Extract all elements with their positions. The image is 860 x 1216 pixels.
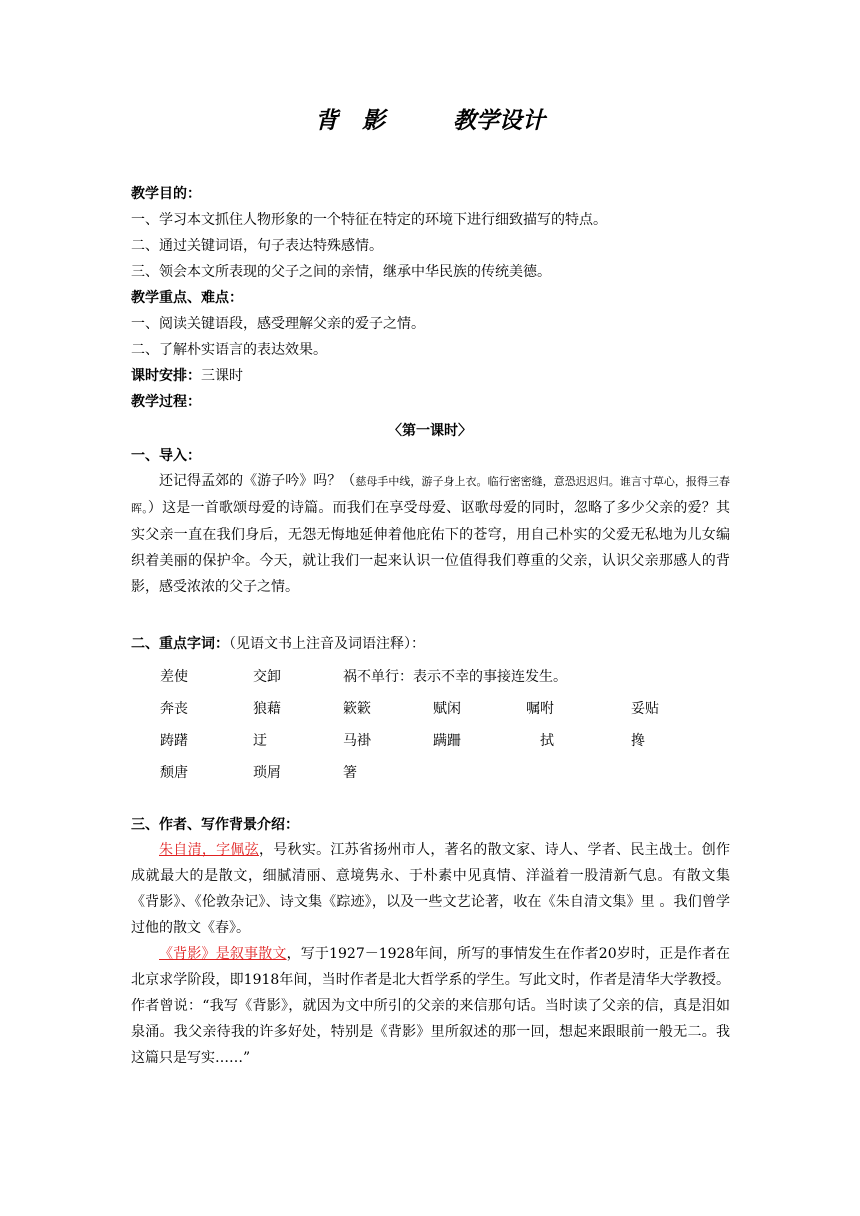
title-char-1: 背 <box>315 107 338 134</box>
intro-text-end: ）这是一首歌颂母爱的诗篇。而我们在享受母爱、讴歌母爱的同时，忽略了多少父亲的爱？其实父亲一直在我们身后，无怨无悔地延伸着他庇佑下的苍穹，用自己朴实的父爱无私地为儿女编织着美丽的保护伞。今天，就让我们一起来认识一位值得我们尊重的父亲，认识父亲那感人的背影，感受浓浓的父子之情。 <box>131 500 730 595</box>
vocab-word: 箸 <box>343 765 357 781</box>
document-title <box>0 102 860 135</box>
vocab-word: 迂 <box>253 733 267 749</box>
vocab-note: （见语文书上注音及词语注释）： <box>229 636 425 652</box>
vocab-word: 赋闲 <box>433 701 461 717</box>
vocab-word: 奔丧 <box>160 701 188 717</box>
author-name-highlight: 朱自清，字佩弦 <box>159 842 259 858</box>
schedule-line <box>131 366 243 386</box>
goal-item: 三、领会本文所表现的父子之间的亲情，继承中华民族的传统美德。 <box>131 264 551 280</box>
vocab-word: 踌躇 <box>160 733 188 749</box>
author-paragraph-2 <box>131 941 730 1071</box>
vocab-word: 狼藉 <box>253 701 281 717</box>
vocab-word: 差使 <box>160 669 188 685</box>
lesson-heading: 〈第一课时〉 <box>388 423 472 439</box>
vocab-word: 搀 <box>631 733 645 749</box>
intro-heading: 一、导入： <box>131 448 201 464</box>
author-paragraph-1 <box>131 837 730 941</box>
vocab-word: 妥贴 <box>631 701 659 717</box>
vocab-word: 颓唐 <box>160 765 188 781</box>
genre-highlight: 《背影》是叙事散文 <box>159 946 287 962</box>
intro-text-start: 还记得孟郊的《游子吟》吗？（ <box>159 473 356 489</box>
key-points-heading: 教学重点、难点： <box>131 290 243 306</box>
author-text: ，号秋实。江苏省扬州市人，著名的散文家、诗人、学者、民主战士。创作成就最大的是散文，细腻清丽、意境隽永、于朴素中见真情、洋溢着一股清新气息。有散文集《背影》、《伦敦杂记》、诗文集《踪迹》，以及一些文艺论著，收在《朱自清文集》里 。我们曾学过他的散文《春》。 <box>131 842 731 936</box>
process-heading: 教学过程： <box>131 394 201 410</box>
vocab-word: 祸不单行：表示不幸的事接连发生。 <box>343 669 567 685</box>
key-point-item: 一、阅读关键语段，感受理解父亲的爱子之情。 <box>131 316 425 332</box>
vocab-word: 琐屑 <box>253 765 281 781</box>
vocab-word: 簌簌 <box>343 701 371 717</box>
author-heading: 三、作者、写作背景介绍： <box>131 817 299 833</box>
vocab-word: 交卸 <box>253 669 281 685</box>
intro-poem: 慈母手中线，游子身上衣。临行密密缝，意恐迟迟归。谁言寸草心，报得三春晖。 <box>131 475 731 515</box>
title-char-2: 影 <box>362 107 385 134</box>
vocab-word: 拭 <box>540 733 554 749</box>
schedule-label: 课时安排： <box>131 368 201 384</box>
goals-heading: 教学目的： <box>131 186 201 202</box>
vocab-word: 蹒跚 <box>433 733 461 749</box>
vocab-word: 嘱咐 <box>526 701 554 717</box>
goal-item: 一、学习本文抓住人物形象的一个特征在特定的环境下进行细致描写的特点。 <box>131 212 607 228</box>
background-text: ，写于1927－1928年间，所写的事情发生在作者20岁时，正是作者在北京求学阶段，即1918年间，当时作者是北大哲学系的学生。写此文时，作者是清华大学教授。作者曾说：“我写《背影》，就因为文中所引的父亲的来信那句话。当时读了父亲的信，真是泪如泉涌。我父亲待我的许多好处，特别是《背影》里所叙述的那一回，想起来跟眼前一般无二。我这篇只是写实……” <box>131 946 731 1066</box>
vocab-heading: 二、重点字词： <box>131 636 229 652</box>
intro-paragraph <box>131 468 730 600</box>
title-rest: 教学设计 <box>453 107 545 134</box>
goal-item: 二、通过关键词语，句子表达特殊感情。 <box>131 238 383 254</box>
vocab-word: 马褂 <box>343 733 371 749</box>
schedule-value: 三课时 <box>201 368 243 384</box>
key-point-item: 二、了解朴实语言的表达效果。 <box>131 342 327 358</box>
vocab-heading-line <box>131 634 425 654</box>
